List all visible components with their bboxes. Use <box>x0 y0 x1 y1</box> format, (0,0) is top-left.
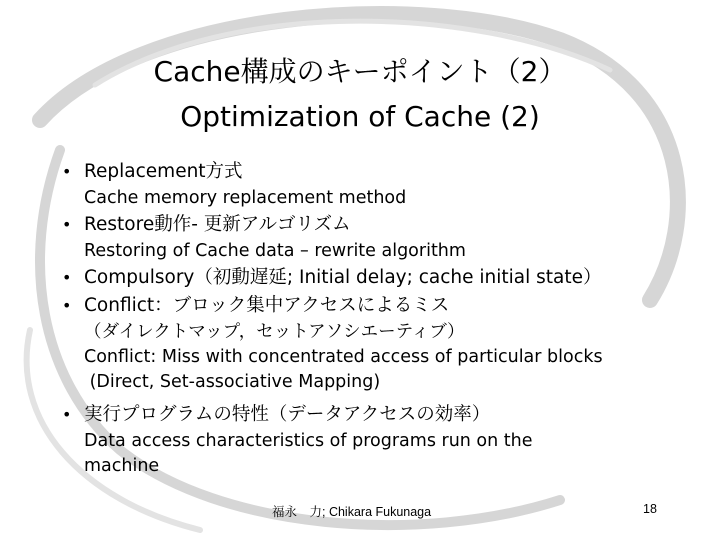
bullet-text: Data access characteristics of programs run on the <box>84 431 533 451</box>
page-number: 18 <box>643 502 657 516</box>
bullet-item-replacement <box>62 158 712 211</box>
bullet-text: Conflict：ブロック集中アクセスによるミス <box>84 295 450 316</box>
bullet-dot-icon: • <box>62 268 72 287</box>
bullet-item-program-characteristics <box>62 401 712 479</box>
slide-title-english: Optimization of Cache (2) <box>180 100 540 133</box>
bullet-dot-icon: • <box>62 405 72 424</box>
footer-author: 福永 力; Chikara Fukunaga <box>272 505 432 519</box>
bullet-text: Cache memory replacement method <box>84 188 407 208</box>
bullet-dot-icon: • <box>62 162 72 181</box>
bullet-text: Restore動作- 更新アルゴリズム <box>84 214 351 235</box>
bullet-text: （ダイレクトマップ，セットアソシエーティブ） <box>84 322 465 342</box>
bullet-item-compulsory <box>62 264 712 292</box>
bullet-text: Conflict: Miss with concentrated access of particular blocks <box>84 347 603 367</box>
bullet-text: Compulsory（初動遅延; Initial delay; cache initial state） <box>84 267 602 288</box>
bullet-text: Replacement方式 <box>84 161 243 182</box>
bullet-item-restore <box>62 211 712 264</box>
bullet-dot-icon: • <box>62 215 72 234</box>
bullet-text: 実行プログラムの特性（データアクセスの効率） <box>84 404 491 425</box>
bullet-text: machine <box>84 456 160 476</box>
bullet-text: Restoring of Cache data – rewrite algorithm <box>84 241 466 261</box>
bullet-text: (Direct, Set-associative Mapping) <box>84 372 381 392</box>
slide-title-japanese: Cache構成のキーポイント（2） <box>153 55 567 88</box>
bullet-dot-icon: • <box>62 296 72 315</box>
bullet-list <box>62 158 712 479</box>
bullet-item-conflict <box>62 292 712 395</box>
